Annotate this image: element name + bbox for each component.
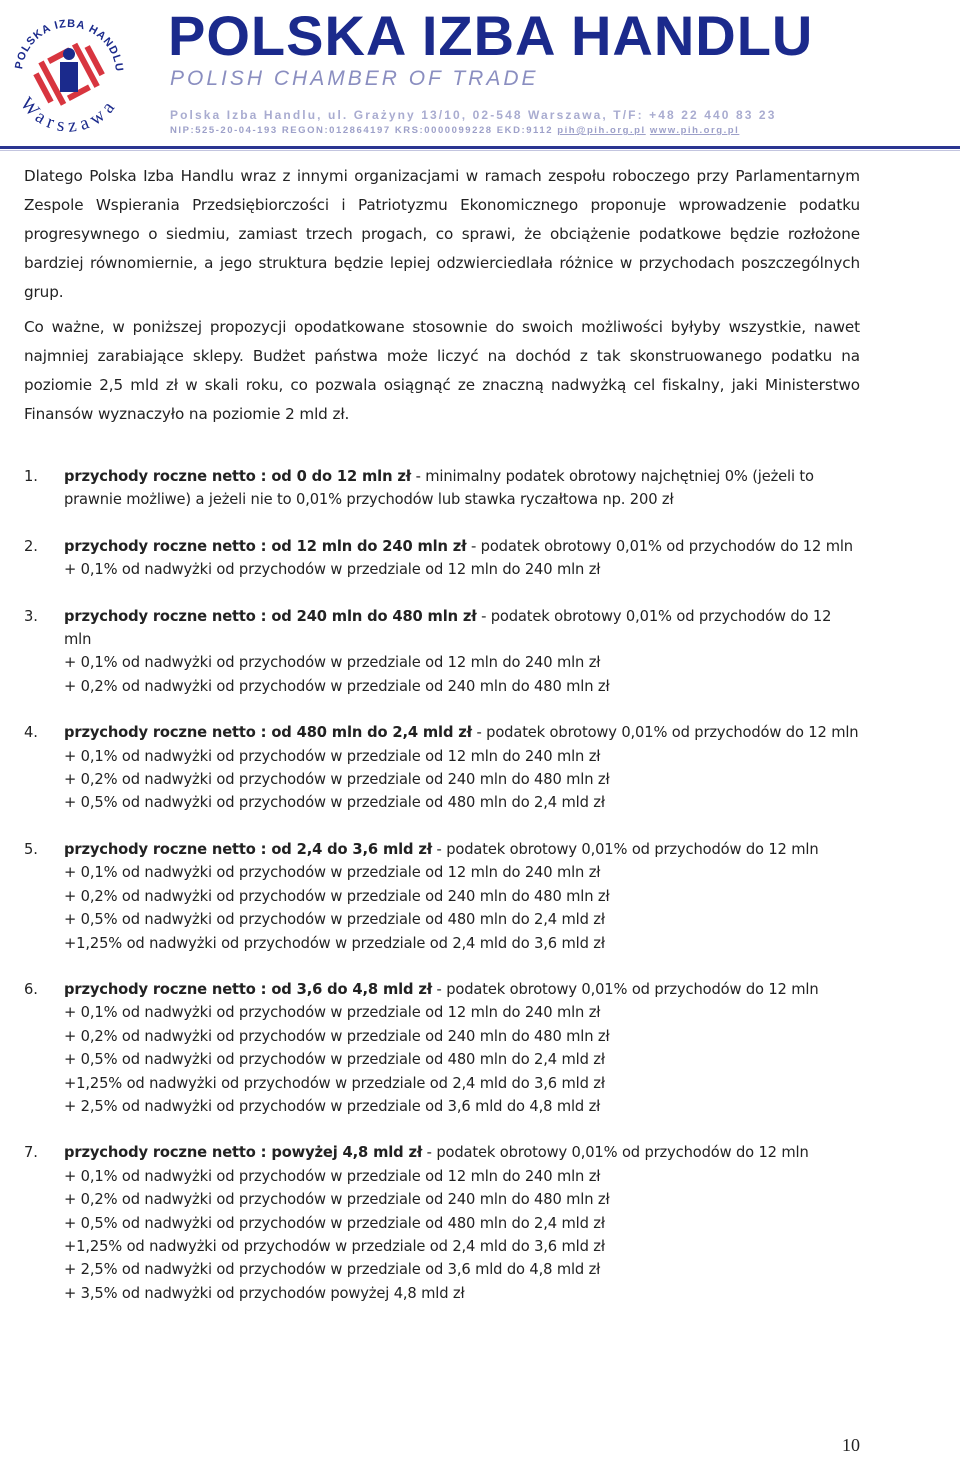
tier-surcharge-line: +1,25% od nadwyżki od przychodów w przedziale od 2,4 mld do 3,6 mld zł: [64, 1074, 605, 1092]
tier-surcharge-line: +1,25% od nadwyżki od przychodów w przedziale od 2,4 mld do 3,6 mld zł: [64, 1237, 605, 1255]
tax-tier-item: [24, 465, 860, 512]
tier-surcharge-line: + 2,5% od nadwyżki od przychodów w przedziale od 3,6 mld do 4,8 mld zł: [64, 1261, 601, 1279]
tier-description: - podatek obrotowy 0,01% od przychodów do 12 mln: [422, 1144, 809, 1162]
tier-heading: przychody roczne netto : od 2,4 do 3,6 mld zł: [64, 840, 433, 858]
logo-ring-text-bottom: Warszawa: [15, 93, 122, 137]
tier-number: 2.: [24, 537, 38, 555]
tax-tier-item: [24, 605, 860, 699]
email-link[interactable]: pih@pih.org.pl: [557, 125, 646, 136]
tier-surcharge-line: + 0,2% od nadwyżki od przychodów w przedziale od 240 mln do 480 mln zł: [64, 677, 610, 695]
letterhead: [0, 0, 960, 150]
tier-surcharge-line: + 0,5% od nadwyżki od przychodów w przedziale od 480 mln do 2,4 mld zł: [64, 1051, 605, 1069]
organization-identifiers: [170, 124, 739, 138]
tier-number: 4.: [24, 724, 38, 742]
tier-surcharge-line: + 0,2% od nadwyżki od przychodów w przedziale od 240 mln do 480 mln zł: [64, 1191, 610, 1209]
header-divider: [0, 146, 960, 149]
tier-description: - podatek obrotowy 0,01% od przychodów do 12 mln: [466, 537, 853, 555]
tier-surcharge-line: + 2,5% od nadwyżki od przychodów w przedziale od 3,6 mld do 4,8 mld zł: [64, 1097, 601, 1115]
tax-tier-list: [24, 465, 860, 1305]
organization-name-english: POLISH CHAMBER OF TRADE: [170, 67, 539, 90]
tax-tier-item: [24, 838, 860, 955]
tier-surcharge-line: + 0,2% od nadwyżki od przychodów w przedziale od 240 mln do 480 mln zł: [64, 771, 610, 789]
tier-surcharge-line: + 0,5% od nadwyżki od przychodów w przedziale od 480 mln do 2,4 mld zł: [64, 911, 605, 929]
registry-numbers: NIP:525-20-04-193 REGON:012864197 KRS:0000099228 EKD:9112: [170, 125, 554, 136]
tier-description: - podatek obrotowy 0,01% od przychodów do 12 mln: [432, 980, 819, 998]
tier-surcharge-line: + 0,2% od nadwyżki od przychodów w przedziale od 240 mln do 480 mln zł: [64, 1027, 610, 1045]
document-body: [24, 162, 860, 1328]
tier-heading: przychody roczne netto : od 240 mln do 480 mln zł: [64, 607, 477, 625]
tier-description: - podatek obrotowy 0,01% od przychodów do 12 mln: [64, 607, 832, 649]
tier-heading: przychody roczne netto : od 0 do 12 mln zł: [64, 468, 412, 485]
page-number: 10: [842, 1435, 860, 1455]
tier-number: 1.: [24, 468, 38, 485]
tier-surcharge-line: + 0,1% od nadwyżki od przychodów w przedziale od 12 mln do 240 mln zł: [64, 561, 601, 579]
logo-ring-text-top: POLSKA IZBA HANDLU: [13, 17, 126, 73]
tier-surcharge-line: + 3,5% od nadwyżki od przychodów powyżej 4,8 mld zł: [64, 1284, 465, 1302]
tier-description: - minimalny podatek obrotowy najchętniej 0% (jeżeli to prawnie możliwe) a jeżeli nie to 0,01% przychodów lub stawka ryczałtowa np. 200 zł: [64, 468, 814, 509]
organization-address: Polska Izba Handlu, ul. Grażyny 13/10, 02-548 Warszawa, T/F: +48 22 440 83 23: [170, 108, 777, 122]
tier-surcharge-line: + 0,1% od nadwyżki od przychodów w przedziale od 12 mln do 240 mln zł: [64, 747, 601, 765]
tier-heading: przychody roczne netto : od 12 mln do 240 mln zł: [64, 537, 467, 555]
paragraph-proposal: Dlatego Polska Izba Handlu wraz z innymi organizacjami w ramach zespołu roboczego przy Parlamentarnym Zespole Wspierania Przedsiębiorczości i Patriotyzmu Ekonomicznego proponuje wprowadzenie podatku progresywnego o siedmiu, zamiast trzech progach, co sprawi, że obciążenie podatkowe będzie rozłożone bardziej równomiernie, a jego struktura będzie lepiej odzwierciedlała różnice w przychodach poszczególnych grup.: [24, 167, 860, 301]
tier-surcharge-line: + 0,1% od nadwyżki od przychodów w przedziale od 12 mln do 240 mln zł: [64, 1004, 601, 1022]
website-link[interactable]: www.pih.org.pl: [649, 125, 740, 136]
tax-tier-item: [24, 1141, 860, 1305]
tax-tier-item: [24, 535, 860, 582]
tier-surcharge-line: + 0,2% od nadwyżki od przychodów w przedziale od 240 mln do 480 mln zł: [64, 887, 610, 905]
tier-number: 3.: [24, 607, 38, 625]
tier-heading: przychody roczne netto : powyżej 4,8 mld zł: [64, 1144, 423, 1162]
polska-izba-handlu-emblem-icon: [0, 2, 136, 142]
paragraph-budget: Co ważne, w poniższej propozycji opodatkowane stosownie do swoich możliwości byłyby wszystkie, nawet najmniej zarabiające sklepy. Budżet państwa może liczyć na dochód z tak skonstruowanego podatku na poziomie 2,5 mld zł w skali roku, co pozwala osiągnąć ze znaczną nadwyżką cel fiskalny, jaki Ministerstwo Finansów wyznaczyło na poziomie 2 mld zł.: [24, 318, 860, 423]
organization-name: POLSKA IZBA HANDLU: [168, 4, 814, 67]
svg-text:Warszawa: [16, 93, 122, 136]
tier-heading: przychody roczne netto : od 480 mln do 2,4 mld zł: [64, 724, 472, 742]
header-divider-thin: [0, 150, 960, 151]
tier-heading: przychody roczne netto : od 3,6 do 4,8 mld zł: [64, 980, 433, 998]
tier-number: 6.: [24, 980, 38, 998]
tier-surcharge-line: + 0,1% od nadwyżki od przychodów w przedziale od 12 mln do 240 mln zł: [64, 654, 601, 672]
tier-description: - podatek obrotowy 0,01% od przychodów do 12 mln: [432, 840, 819, 858]
tier-surcharge-line: +1,25% od nadwyżki od przychodów w przedziale od 2,4 mld do 3,6 mld zł: [64, 934, 605, 952]
tier-surcharge-line: + 0,5% od nadwyżki od przychodów w przedziale od 480 mln do 2,4 mld zł: [64, 1214, 605, 1232]
tier-surcharge-line: + 0,1% od nadwyżki od przychodów w przedziale od 12 mln do 240 mln zł: [64, 864, 601, 882]
tier-number: 5.: [24, 840, 38, 858]
tier-surcharge-line: + 0,1% od nadwyżki od przychodów w przedziale od 12 mln do 240 mln zł: [64, 1167, 601, 1185]
tax-tier-item: [24, 721, 860, 815]
tax-tier-item: [24, 978, 860, 1118]
tier-number: 7.: [24, 1144, 38, 1162]
tier-surcharge-line: + 0,5% od nadwyżki od przychodów w przedziale od 480 mln do 2,4 mld zł: [64, 794, 605, 812]
tier-description: - podatek obrotowy 0,01% od przychodów do 12 mln: [471, 724, 859, 742]
